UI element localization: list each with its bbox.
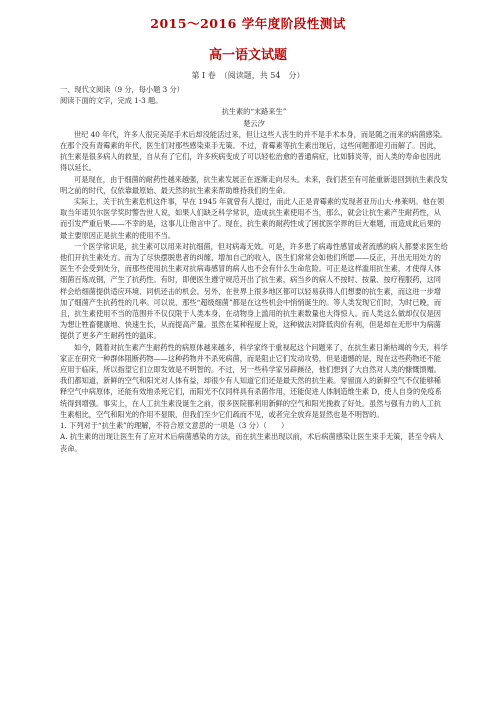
essay-title: 抗生素的“末路来生” [221,107,287,117]
volume-line: 第 Ⅰ 卷 （阅读题，共 54 分） [191,71,305,80]
essay-paragraph-3: 实际上，关于抗生素危机这件事，早在 1945 年就曾有人提过，而此人正是青霉素的发现者亚历山大·弗莱明。他在领取当年诺贝尔医学奖时警告世人说，如果人们缺乏科学常识，造成抗生素使用不当，那么，就会让抗生素产生耐药性，从而引发严重后果——不幸的是，这事儿让他言中了。现在，抗生素的耐药性成了困扰医学界的巨大难题，而造成此后果的最主要原因正是抗生素的使用不当。 [60,197,445,240]
exam-body [60,84,448,454]
essay-paragraph-5: 如今，随着对抗生素产生耐药性的病原体越来越多，科学家终于重视起这个问题来了，在抗生素日渐枯竭的今天，科学家正在研究一种群体阻断药物——这种药物并不杀死病菌，而是阻止它们发动攻势，但是遗憾的是，现在这些药物还不能应用于临床，所以指望它们立即发效是不明智的。不过，另一些科学家另辟蹊径，他们想到了大自然对人类的慷慨馈赠。我们都知道，新鲜的空气和阳光对人体有益，却很少有人知道它们还是最天然的抗生素。穿留面入的新鲜空气不仅能够稀释空气中病原体，还能有效地杀死它们，而阳光不仅同样具有杀菌作用，还能促进人体制造维生素 D，使人自身的免疫系统得到增强。事实上，在人工抗生素没诞生之前，很多医院都利用新鲜的空气和阳光挽救了好处。虽然与强有力的人工抗生素相比，空气和阳光的作用不显眼，但我们至少它们疏而不见，或者完全放弃是显然也是不明智的。 [60,342,448,419]
essay-paragraph-1: 世纪 40 年代，许多人很完美尾手术后却没能活过来，但让这些人丧生的并不是手术本身，而是随之而来的病菌感染。在那个没有青霉素的年代，医生们对那些感染束手无策。不过，青霉素等抗生素出现后，这些问题都迎刃而解了。因此，抗生素是很多病人的救星，自从有了它们，许多疾病变成了可以轻松治愈的普通病症，比如肺炎等，而人类的寿命也因此得以延长。 [60,129,448,173]
question-1-stem: 1. 下列对于“抗生素”的理解，不符合原文意思的一项是（3 分）（ ） [60,421,289,431]
exam-title: 2015～2016 学年度阶段性测试 [150,16,346,31]
question-1-option-a: A. 抗生素的出现让医生有了应对术后病菌感染的方法，而在抗生素出现以前，术后病菌感染让医生束手无策，甚至令病人丧命。 [60,432,444,453]
section-instruction: 阅读下面的文字，完成 1-3 题。 [60,96,163,106]
section-heading: 一、现代文阅读（9 分，每小题 3 分） [60,85,184,94]
essay-paragraph-2: 可是现在，由于细菌的耐药性越来越强，抗生素发展正在逐渐走向尽头。未来，我们甚至有可能重新退回到抗生素没发明之前的时代，仅依靠最原始、最天然的抗生素来帮助维持我们的生命。 [60,174,448,195]
exam-subtitle: 高一语文试题 [208,48,287,63]
essay-author: 楚云汐 [243,118,265,128]
essay-paragraph-4: 一个医学常识是，抗生素可以用来对抗细菌，但对病毒无效。可是，许多患了病毒性感冒或者流感的病人都要求医生给他们开抗生素处方。而为了尽快摆脱患者的纠缠，增加自己的收入，医生们常常会如他们所愿——反正，开出无用处方的医生不会受到处分，而那些使用抗生素对抗病毒感冒的病人也不会有什么生命危险。可正是这样滥用抗生素，才使得人体细菌百炼成钢，产生了抗药性。有时，即便医生遵守规范开出了抗生素，病当乡的病人不按时、按量、按疗程服药，这同样会给细菌提供适应环境、同机还击的机会。另外，在世界上很多地区都可以轻易获得人们想要的抗生素，而这进一步增加了细菌产生抗药性的几率。可以说，那些“超级细菌”都是在这些机会中悄悄诞生的。等人类发现它们时，为时已晚，而且，抗生素使用不当的范围并不仅仅限于人类本身，在动物身上滥用的抗生素数量也大得惊人。而人类这么做却仅仅是因为想让牲畜健康地、快速生长，从而提高产量。虽然在某种程度上说，这种做法对降低肉价有利，但是却在无形中为病菌提供了更多产生耐药性的温床。 [60,241,448,341]
